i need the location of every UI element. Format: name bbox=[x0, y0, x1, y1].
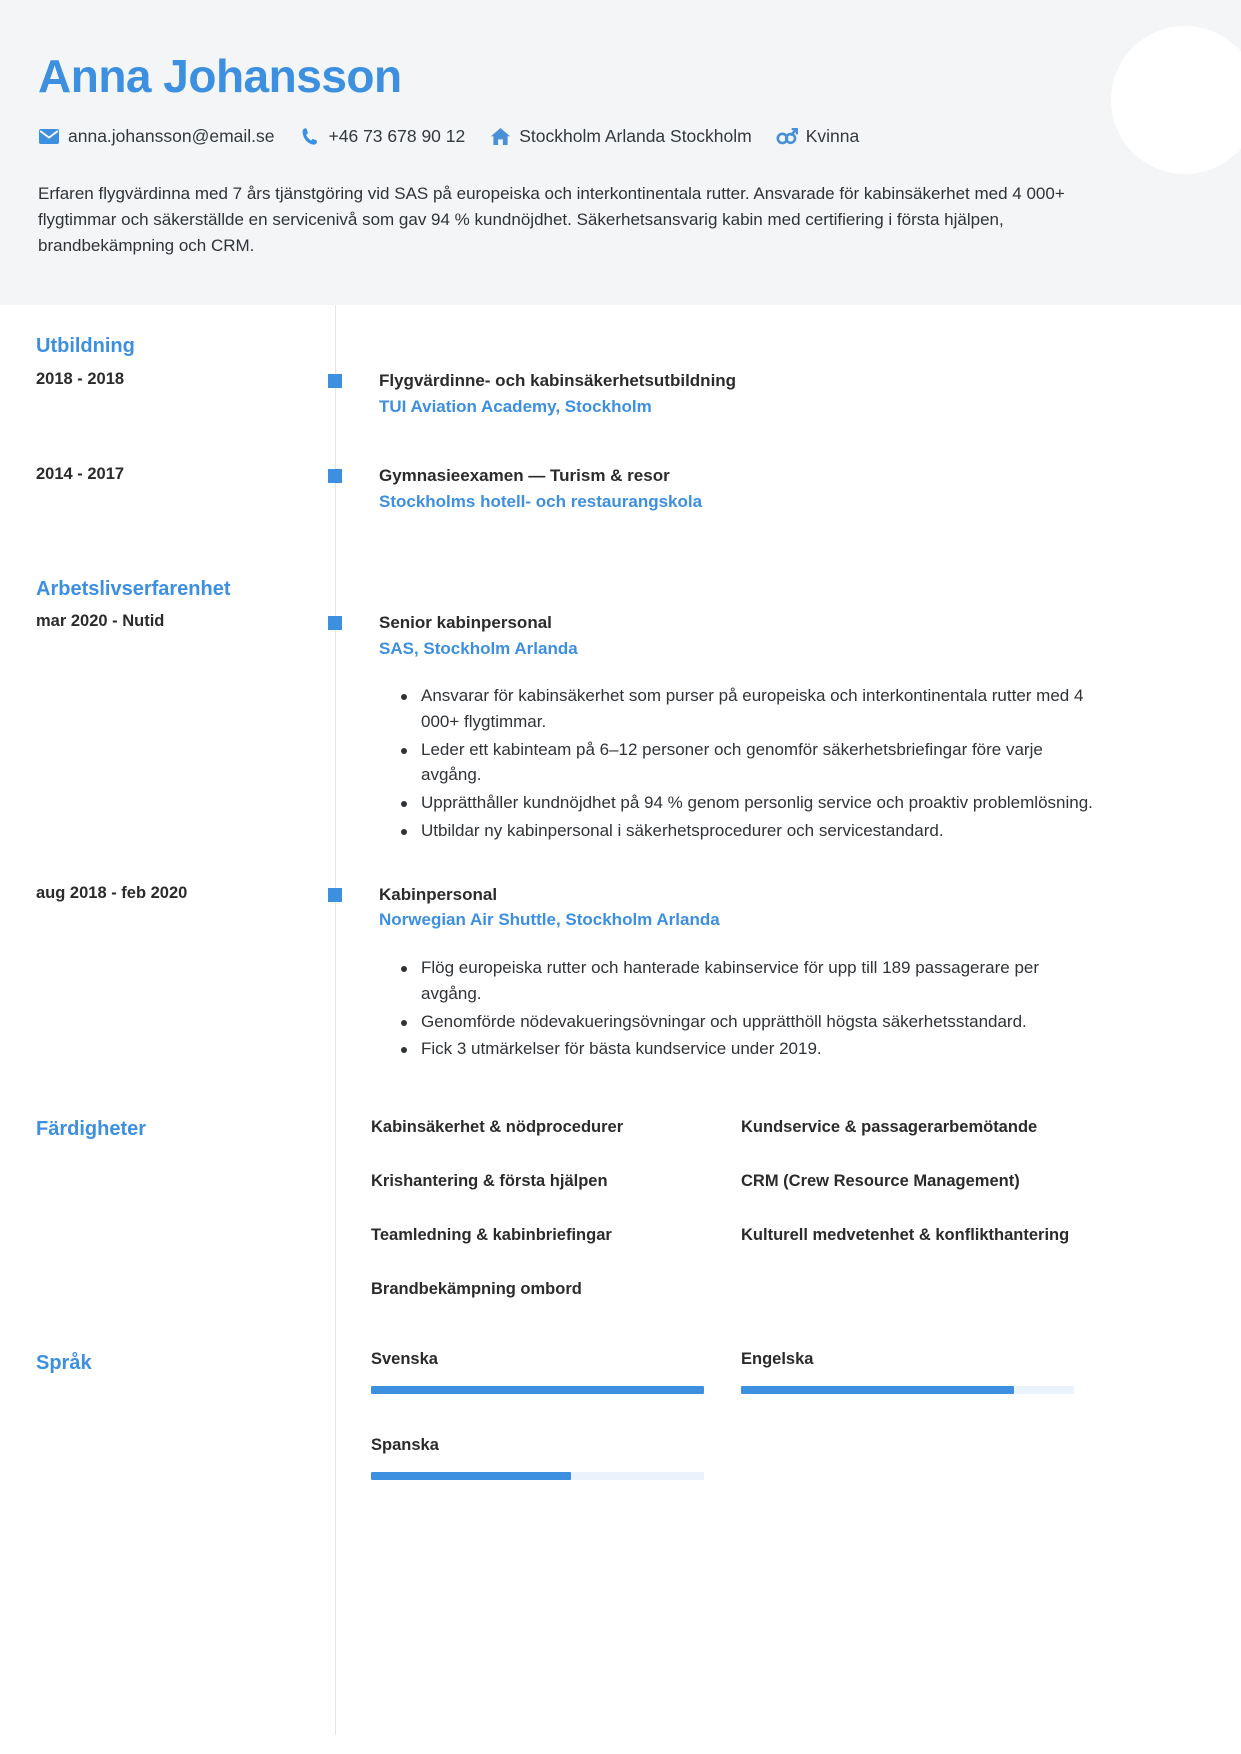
timeline-marker-icon bbox=[328, 888, 342, 902]
timeline-marker-icon bbox=[328, 469, 342, 483]
skills-heading-col bbox=[0, 1116, 335, 1141]
skill-item: CRM (Crew Resource Management) bbox=[741, 1172, 1020, 1191]
education-entry-title: Gymnasieexamen — Turism & resor bbox=[379, 466, 670, 485]
list-item: Flög europeiska rutter och hanterade kabinservice för upp till 189 passagerare per avgång. bbox=[401, 955, 1101, 1007]
language-name: Svenska bbox=[371, 1349, 438, 1368]
list-item: Leder ett kabinteam på 6–12 personer och genomför säkerhetsbriefingar före varje avgång. bbox=[401, 737, 1101, 789]
language-item bbox=[741, 1350, 1074, 1394]
experience-heading: Arbetslivserfarenhet bbox=[36, 578, 231, 600]
education-entry-main bbox=[335, 463, 1241, 514]
languages-heading: Språk bbox=[36, 1351, 92, 1374]
skills-body bbox=[335, 1116, 1241, 1332]
skills-heading: Färdigheter bbox=[36, 1118, 147, 1141]
cv-body bbox=[0, 305, 1241, 1522]
skill-item: Kundservice & passagerarbemötande bbox=[741, 1118, 1038, 1137]
language-item bbox=[371, 1350, 704, 1394]
experience-bullets bbox=[379, 955, 1241, 1062]
experience-entry bbox=[0, 882, 1241, 1064]
list-item: Ansvarar för kabinsäkerhet som purser på europeiska och interkontinentala rutter med 4 000+ flygtimmar. bbox=[401, 683, 1101, 735]
education-heading-col bbox=[0, 333, 335, 358]
education-entry-school: Stockholms hotell- och restaurangskola bbox=[379, 491, 703, 511]
language-level-fill bbox=[741, 1386, 1014, 1394]
experience-entry-main bbox=[335, 610, 1241, 846]
education-heading: Utbildning bbox=[36, 335, 135, 357]
education-entry-date: 2018 - 2018 bbox=[36, 370, 125, 388]
skills-grid bbox=[335, 1116, 1241, 1332]
languages-heading-col bbox=[0, 1350, 335, 1375]
skills-column-left bbox=[371, 1116, 741, 1332]
contact-gender[interactable] bbox=[776, 126, 860, 147]
language-name: Spanska bbox=[371, 1435, 439, 1454]
languages-column-left bbox=[371, 1350, 741, 1522]
contact-address-label: Stockholm Arlanda Stockholm bbox=[519, 126, 752, 147]
language-item bbox=[371, 1436, 704, 1480]
list-item: Genomförde nödevakueringsövningar och upprätthöll högsta säkerhetsstandard. bbox=[401, 1009, 1101, 1035]
experience-entry-title: Kabinpersonal bbox=[379, 884, 498, 904]
contact-row bbox=[38, 126, 1203, 147]
contact-gender-label: Kvinna bbox=[805, 126, 860, 147]
cv-header bbox=[0, 0, 1241, 305]
section-languages bbox=[0, 1350, 1241, 1522]
section-skills bbox=[0, 1116, 1241, 1332]
language-level-track bbox=[371, 1386, 704, 1394]
page-title: Anna Johansson bbox=[38, 50, 402, 102]
languages-column-right bbox=[741, 1350, 1203, 1522]
skill-item: Kulturell medvetenhet & konflikthantering bbox=[741, 1226, 1070, 1245]
experience-entry-company: Norwegian Air Shuttle, Stockholm Arlanda bbox=[379, 910, 720, 930]
list-item: Utbildar ny kabinpersonal i säkerhetsprocedurer och servicestandard. bbox=[401, 818, 1101, 844]
education-entry-title: Flygvärdinne- och kabinsäkerhetsutbildning bbox=[379, 371, 737, 390]
home-icon bbox=[489, 127, 511, 147]
experience-bullets bbox=[379, 683, 1241, 844]
skill-item: Brandbekämpning ombord bbox=[371, 1280, 582, 1299]
experience-entry-title: Senior kabinpersonal bbox=[379, 613, 552, 632]
skill-item: Krishantering & första hjälpen bbox=[371, 1172, 608, 1191]
language-level-track bbox=[741, 1386, 1074, 1394]
timeline-marker-icon bbox=[328, 616, 342, 630]
contact-address[interactable] bbox=[489, 126, 751, 147]
language-level-track bbox=[371, 1472, 704, 1480]
gender-icon bbox=[776, 127, 798, 147]
languages-grid bbox=[335, 1350, 1241, 1522]
contact-phone-label: +46 73 678 90 12 bbox=[328, 126, 466, 147]
languages-body bbox=[335, 1350, 1241, 1522]
section-education bbox=[0, 333, 1241, 358]
skills-column-right bbox=[741, 1116, 1211, 1332]
education-entry bbox=[0, 368, 1241, 419]
education-entry-main bbox=[335, 368, 1241, 419]
experience-entry-date: aug 2018 - feb 2020 bbox=[36, 883, 188, 902]
envelope-icon bbox=[38, 127, 60, 147]
contact-phone[interactable] bbox=[299, 126, 466, 147]
contact-email[interactable] bbox=[38, 126, 275, 147]
experience-entry-company: SAS, Stockholm Arlanda bbox=[379, 638, 578, 658]
profile-summary: Erfaren flygvärdinna med 7 års tjänstgöring vid SAS på europeiska och interkontinentala rutter. Ansvarade för kabinsäkerhet med 4 000+ flygtimmar och säkerställde en servicenivå som gav 94 % kundnöjdhet. Säkerhetsansvarig kabin med certifiering i första hjälpen, brandbekämpning och CRM. bbox=[38, 184, 1065, 255]
list-item: Fick 3 utmärkelser för bästa kundservice under 2019. bbox=[401, 1036, 1101, 1062]
skill-item: Kabinsäkerhet & nödprocedurer bbox=[371, 1118, 624, 1137]
avatar bbox=[1111, 26, 1241, 174]
experience-heading-col bbox=[0, 576, 335, 601]
contact-email-label: anna.johansson@email.se bbox=[68, 126, 275, 147]
experience-entry-main bbox=[335, 882, 1241, 1064]
education-entry-date: 2014 - 2017 bbox=[36, 465, 125, 483]
education-entry bbox=[0, 463, 1241, 514]
list-item: Upprätthåller kundnöjdhet på 94 % genom personlig service och proaktiv problemlösning. bbox=[401, 790, 1101, 816]
language-level-fill bbox=[371, 1386, 704, 1394]
section-experience bbox=[0, 576, 1241, 601]
education-entry-school: TUI Aviation Academy, Stockholm bbox=[379, 396, 652, 416]
timeline-marker-icon bbox=[328, 374, 342, 388]
experience-entry bbox=[0, 610, 1241, 846]
phone-icon bbox=[299, 127, 321, 147]
language-level-fill bbox=[371, 1472, 571, 1480]
skill-item: Teamledning & kabinbriefingar bbox=[371, 1226, 612, 1245]
experience-entry-date: mar 2020 - Nutid bbox=[36, 612, 165, 630]
language-name: Engelska bbox=[741, 1349, 814, 1368]
